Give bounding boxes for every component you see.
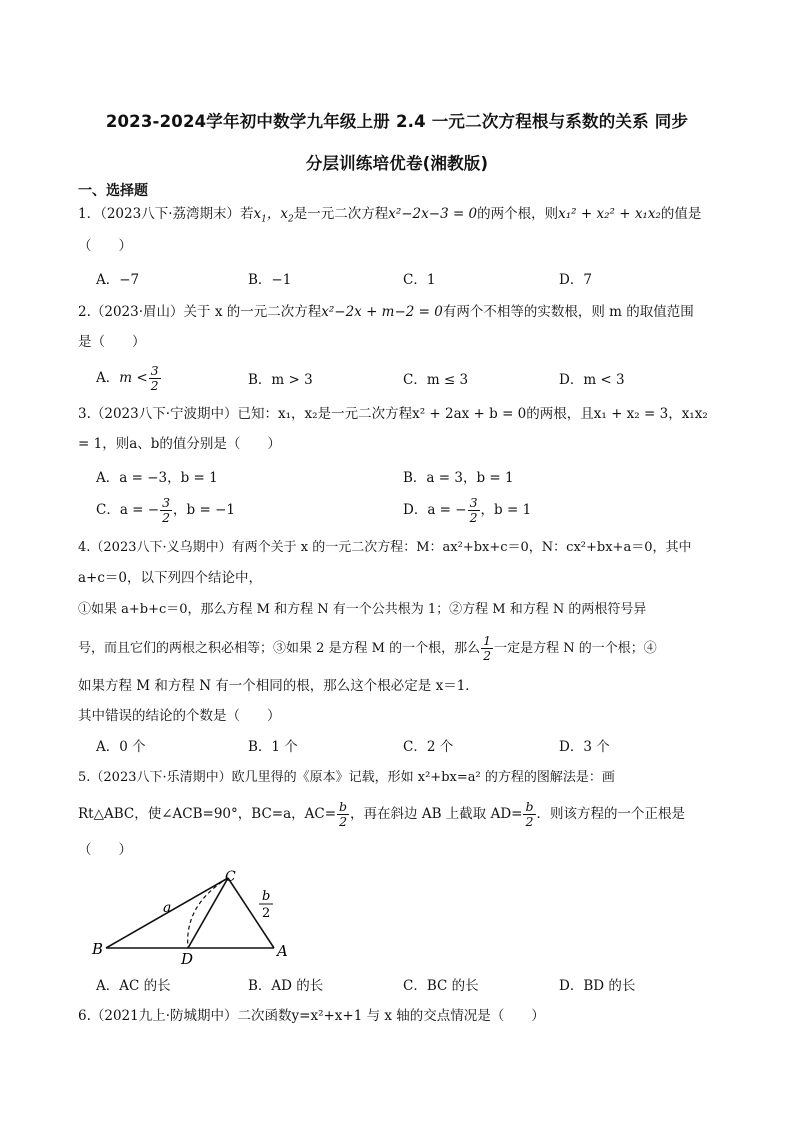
q4-line4-b: 一定是方程 N 的一个根；④ <box>494 641 657 656</box>
q4-line1: 4.（2023八下·义乌期中）有两个关于 x 的一元二次方程：M：ax²+bx+c＝0，N：cx²+bx+a＝0，其中 <box>78 540 692 555</box>
label-b-numerator: b <box>262 889 271 904</box>
q3-option-d-fraction <box>468 496 480 525</box>
q4-option-a[interactable]: A．0 个 <box>96 739 146 755</box>
fraction-denominator: 2 <box>469 510 478 525</box>
q2-option-a-label: A． <box>96 370 120 386</box>
q6-line1: 6.（2021九上·防城期中）二次函数y=x²+x+1 与 x 轴的交点情况是（ ） <box>78 1008 545 1024</box>
q4-line6: 其中错误的结论的个数是（ ） <box>78 708 281 724</box>
fraction-numerator: b <box>525 799 534 814</box>
q4-option-b[interactable]: B．1 个 <box>248 739 298 755</box>
q1-equation: x²−2x−3 = 0 <box>388 206 478 222</box>
q5-option-a[interactable]: A．AC 的长 <box>96 978 171 994</box>
q2-option-a-expr: m < <box>119 370 148 386</box>
q3-option-d-pre: D．a = − <box>403 502 467 518</box>
q4-line3: ①如果 a+b+c＝0，那么方程 M 和方程 N 有一个公共根为 1；②方程 M 和方程 N 的两根符号异 <box>78 602 647 617</box>
q3-option-d-post: ，b = 1 <box>480 502 532 518</box>
q5-fraction-ad <box>523 800 535 829</box>
q2-line2: 是（ ） <box>78 334 146 350</box>
q4-line4-a: 号，而且它们的两根之积必相等；③如果 2 是方程 M 的一个根，那么 <box>78 641 481 656</box>
fraction-denominator: 2 <box>150 378 159 393</box>
q1-option-b[interactable]: B．−1 <box>248 272 292 288</box>
q4-option-d[interactable]: D．3 个 <box>559 739 610 755</box>
question-2 <box>78 302 694 322</box>
q5-option-c[interactable]: C．BC 的长 <box>403 978 479 994</box>
q2-line1: 2.（2023·眉山）关于 x 的一元二次方程 <box>78 304 322 320</box>
q3-line1: 3.（2023八下·宁波期中）已知：x₁，x₂是一元二次方程x² + 2ax + b = 0的两根，且x₁ + x₂ = 3，x₁x₂ <box>78 406 708 422</box>
q1-paren: （ ） <box>78 238 132 254</box>
q2-line1-end: 有两个不相等的实数根，则 m 的取值范围 <box>442 304 694 320</box>
document-title-line-2: 分层训练培优卷(湘教版) <box>305 154 489 173</box>
q5-line2-b: ，再在斜边 AB 上截取 AD= <box>350 806 523 822</box>
q5-option-d[interactable]: D．BD 的长 <box>559 978 636 994</box>
q3-line2: = 1，则a、b的值分别是（ ） <box>78 436 281 452</box>
q2-equation: x²−2x + m−2 = 0 <box>321 304 443 320</box>
q1-text-tail: 的值是 <box>660 206 702 222</box>
document-title-line-1: 2023-2024学年初中数学九年级上册 2.4 一元二次方程根与系数的关系 同步 <box>105 112 689 131</box>
q1-roots: $x_1$，$x_2$ <box>253 206 294 225</box>
q3-option-c-fraction <box>160 496 172 525</box>
q1-expression: x₁² + x₂² + x₁x₂ <box>558 206 661 222</box>
q3-option-c[interactable] <box>96 496 235 525</box>
q5-line2 <box>78 800 685 829</box>
q2-option-a-fraction <box>149 364 161 393</box>
q1-option-c[interactable]: C．1 <box>403 272 436 288</box>
q5-line1: 5.（2023八下·乐清期中）欧几里得的《原本》记载，形如 x²+bx=a² 的方程的图解法是：画 <box>78 770 615 785</box>
q5-line2-a: Rt△ABC，使∠ACB=90°，BC=a，AC= <box>78 806 337 822</box>
q3-option-a[interactable]: A．a = −3，b = 1 <box>96 470 218 486</box>
label-point-d: D <box>181 950 194 965</box>
fraction-numerator: 3 <box>150 363 159 378</box>
q5-line2-c: ．则该方程的一个正根是 <box>536 806 685 822</box>
fraction-numerator: 3 <box>162 495 171 510</box>
label-c: C <box>225 870 236 885</box>
fraction-denominator: 2 <box>525 814 534 829</box>
fraction-denominator: 2 <box>162 510 171 525</box>
q2-option-b[interactable]: B．m > 3 <box>248 372 313 388</box>
fraction-denominator: 2 <box>483 648 492 663</box>
q1-text-mid: 是一元二次方程 <box>293 206 389 222</box>
q2-option-a[interactable] <box>96 364 162 393</box>
q3-option-b[interactable]: B．a = 3，b = 1 <box>403 470 514 486</box>
label-vertex-b: B <box>92 940 104 958</box>
q3-option-c-pre: C．a = − <box>96 502 160 518</box>
q4-fraction <box>481 634 493 663</box>
label-vertex-a: A <box>277 942 288 960</box>
label-b-denominator: 2 <box>262 906 271 921</box>
fraction-numerator: 1 <box>483 633 492 648</box>
q4-option-c[interactable]: C．2 个 <box>403 739 454 755</box>
q4-line5: 如果方程 M 和方程 N 有一个相同的根，那么这个根必定是 x＝1． <box>78 678 479 694</box>
q1-option-a[interactable]: A．−7 <box>96 272 140 288</box>
q4-line2: a+c＝0，以下列四个结论中， <box>78 570 263 586</box>
fraction-denominator: 2 <box>339 814 348 829</box>
q5-option-b[interactable]: B．AD 的长 <box>248 978 324 994</box>
q1-option-d[interactable]: D．7 <box>559 272 592 288</box>
q3-option-c-post: ，b = −1 <box>173 502 235 518</box>
q2-option-c[interactable]: C．m ≤ 3 <box>403 372 469 388</box>
q4-line4 <box>78 634 657 663</box>
q5-fraction-ac <box>337 800 349 829</box>
question-1 <box>78 204 701 230</box>
q2-option-d[interactable]: D．m < 3 <box>559 372 625 388</box>
triangle-diagram <box>88 870 298 965</box>
label-a: a <box>163 900 172 916</box>
q3-option-d[interactable] <box>403 496 531 525</box>
q5-line3: （ ） <box>78 842 132 858</box>
q1-text-end: 的两个根，则 <box>477 206 559 222</box>
fraction-numerator: b <box>339 799 348 814</box>
section-heading: 一、选择题 <box>78 183 148 199</box>
fraction-numerator: 3 <box>469 495 478 510</box>
q1-prefix: 1．（2023八下·荔湾期末）若 <box>78 206 254 222</box>
